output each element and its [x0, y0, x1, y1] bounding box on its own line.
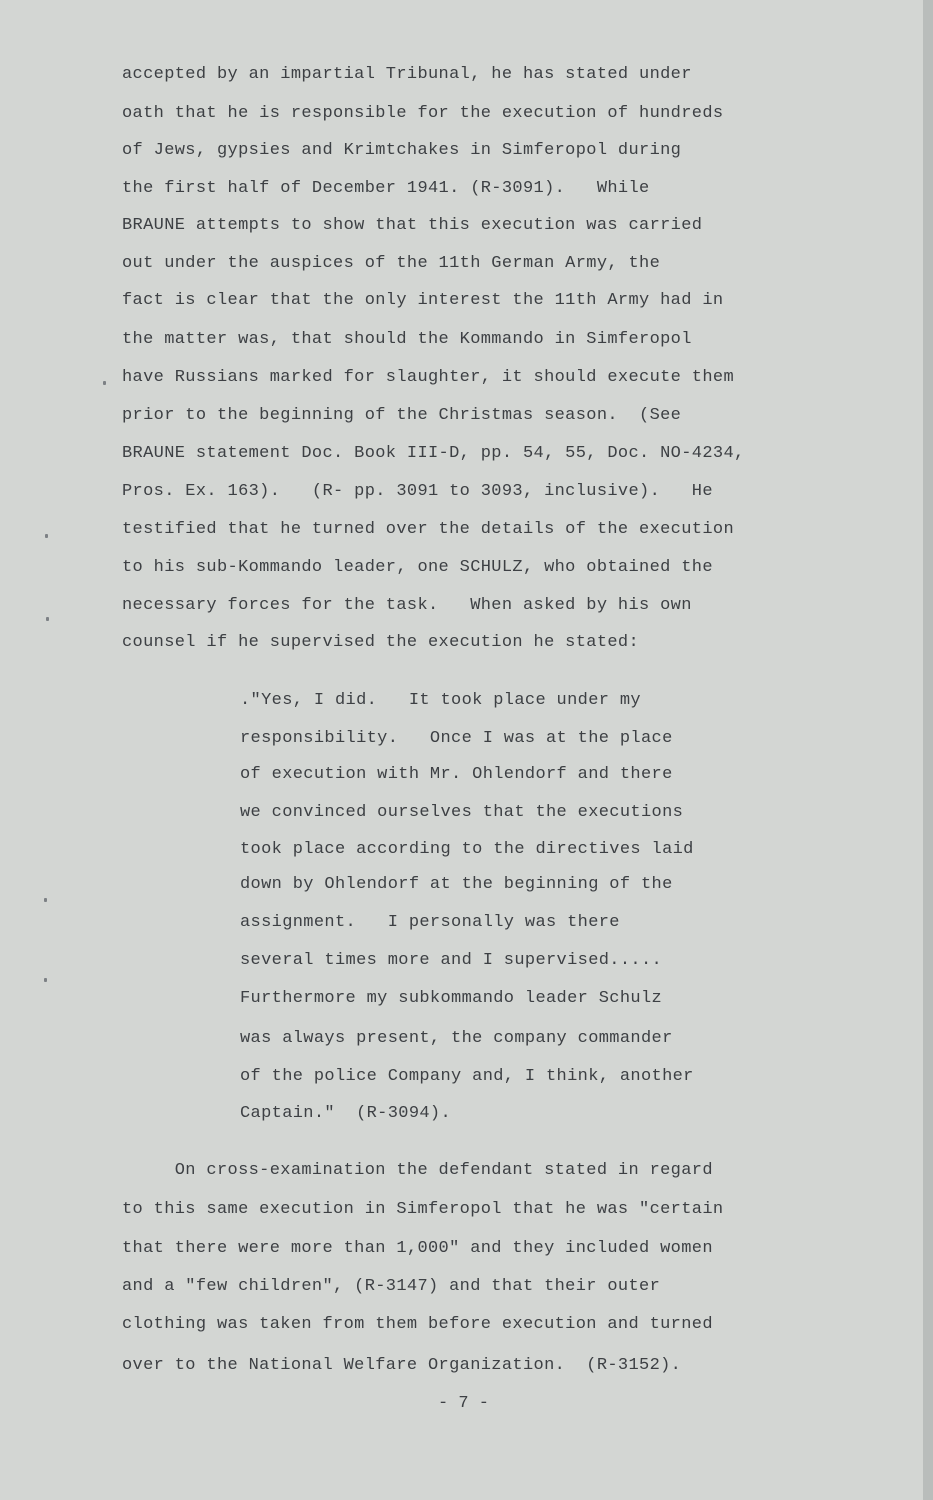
paragraph-line: accepted by an impartial Tribunal, he has stated under — [122, 65, 692, 84]
paragraph-line: clothing was taken from them before execution and turned — [122, 1315, 713, 1334]
paragraph-line: Pros. Ex. 163). (R- pp. 3091 to 3093, inclusive). He — [122, 482, 713, 501]
paragraph-line: the matter was, that should the Kommando in Simferopol — [122, 330, 692, 349]
paragraph-line: BRAUNE statement Doc. Book III-D, pp. 54, 55, Doc. NO-4234, — [122, 444, 745, 463]
quote-line: ."Yes, I did. It took place under my — [240, 691, 641, 710]
paragraph-line: prior to the beginning of the Christmas season. (See — [122, 406, 682, 425]
paragraph-line: and a "few children", (R-3147) and that their outer — [122, 1277, 661, 1296]
quote-line: took place according to the directives laid — [240, 840, 694, 859]
paragraph-line: over to the National Welfare Organization. (R-3152). — [122, 1356, 682, 1375]
paragraph-line: BRAUNE attempts to show that this execution was carried — [122, 216, 703, 235]
paragraph-line: counsel if he supervised the execution he stated: — [122, 633, 640, 652]
paragraph-line: out under the auspices of the 11th German Army, the — [122, 254, 661, 273]
paragraph-line: to his sub-Kommando leader, one SCHULZ, who obtained the — [122, 558, 713, 577]
quote-line: assignment. I personally was there — [240, 913, 620, 932]
paragraph-line: have Russians marked for slaughter, it should execute them — [122, 368, 734, 387]
scan-speck — [44, 898, 47, 902]
paragraph-line: On cross-examination the defendant stated in regard — [122, 1161, 713, 1180]
paragraph-line: the first half of December 1941. (R-3091). While — [122, 179, 650, 198]
quote-line: down by Ohlendorf at the beginning of the — [240, 875, 673, 894]
paragraph-line: to this same execution in Simferopol that he was "certain — [122, 1200, 724, 1219]
quote-line: of execution with Mr. Ohlendorf and there — [240, 765, 673, 784]
scan-speck — [46, 617, 49, 621]
paragraph-line: that there were more than 1,000" and they included women — [122, 1239, 713, 1258]
paragraph-line: necessary forces for the task. When asked by his own — [122, 596, 692, 615]
quote-line: Captain." (R-3094). — [240, 1104, 452, 1123]
scan-speck — [44, 978, 47, 982]
quote-line: of the police Company and, I think, another — [240, 1067, 694, 1086]
page-number: - 7 - — [438, 1394, 490, 1413]
quote-line: was always present, the company commander — [240, 1029, 673, 1048]
quote-line: we convinced ourselves that the executions — [240, 803, 684, 822]
scan-speck — [45, 534, 48, 538]
quote-line: Furthermore my subkommando leader Schulz — [240, 989, 663, 1008]
scan-speck — [103, 381, 106, 385]
quote-line: several times more and I supervised..... — [240, 951, 663, 970]
paragraph-line: of Jews, gypsies and Krimtchakes in Simferopol during — [122, 141, 682, 160]
paragraph-line: testified that he turned over the details of the execution — [122, 520, 734, 539]
paragraph-line: fact is clear that the only interest the 11th Army had in — [122, 291, 724, 310]
paragraph-line: oath that he is responsible for the execution of hundreds — [122, 104, 724, 123]
quote-line: responsibility. Once I was at the place — [240, 729, 673, 748]
